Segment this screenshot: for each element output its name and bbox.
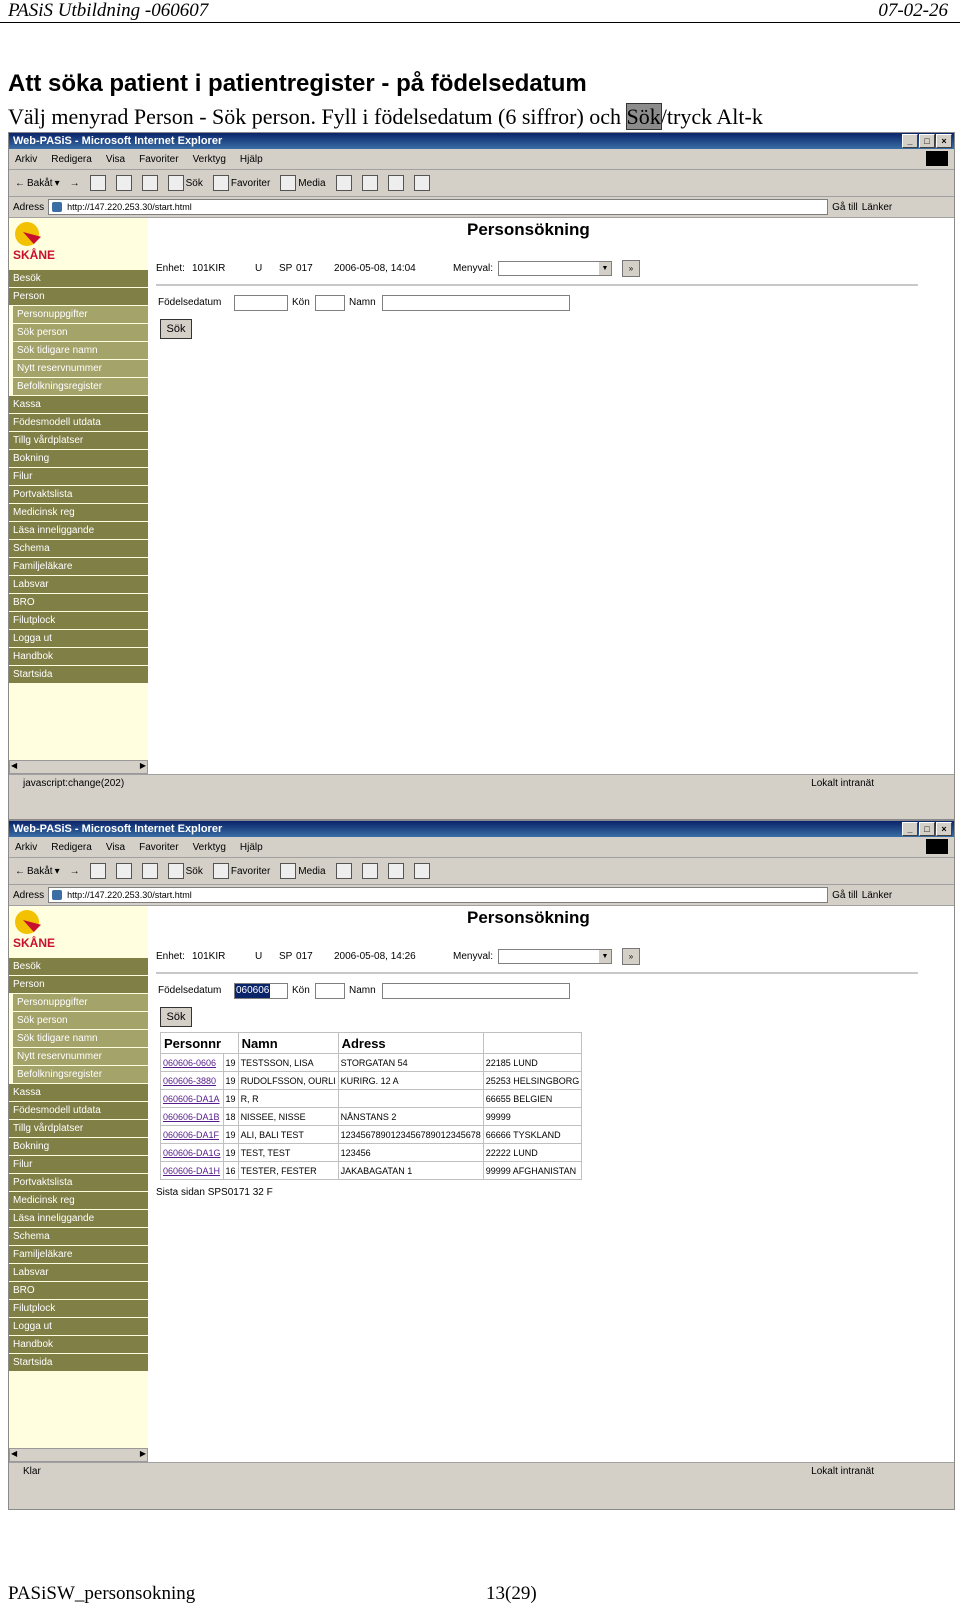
results-table xyxy=(160,1032,582,1180)
name-cell: RUDOLFSSON, OURLI xyxy=(238,1072,338,1090)
col-adress: Adress xyxy=(338,1033,483,1054)
sp-label: SP xyxy=(279,951,293,962)
sidebar-item-filur[interactable]: Filur xyxy=(9,1156,148,1173)
sidebar-item-sök-tidigare-namn[interactable]: Sök tidigare namn xyxy=(13,342,148,359)
enhet-value: 101KIR xyxy=(192,951,226,962)
security-zone: Lokalt intranät xyxy=(811,1466,874,1477)
address-cell: JAKABAGATAN 1 xyxy=(338,1162,483,1180)
page-title: Personsökning xyxy=(467,220,590,239)
sidebar-item-bro[interactable]: BRO xyxy=(9,594,148,611)
skane-logo: SKÅNE xyxy=(9,218,148,270)
namn-input[interactable] xyxy=(382,295,570,311)
menu-visa[interactable]: Visa xyxy=(105,841,126,853)
go-button[interactable]: Gå till xyxy=(832,889,858,901)
main-area xyxy=(156,218,940,774)
col-personnr: Personnr xyxy=(161,1033,239,1054)
main-area xyxy=(156,906,940,1462)
address-cell: NÅNSTANS 2 xyxy=(338,1108,483,1126)
postort-cell: 22222 LUND xyxy=(483,1144,582,1162)
address-cell: 123456 xyxy=(338,1144,483,1162)
menu-verktyg[interactable]: Verktyg xyxy=(192,841,226,853)
postort-cell: 22185 LUND xyxy=(483,1054,582,1072)
last-page-note: Sista sidan SPS0171 32 F xyxy=(156,1187,273,1198)
divider xyxy=(156,284,918,286)
browser-window-1 xyxy=(8,132,955,820)
address-cell: STORGATAN 54 xyxy=(338,1054,483,1072)
sidebar xyxy=(9,906,148,1462)
home-icon[interactable] xyxy=(142,175,158,191)
enhet-label: Enhet: xyxy=(156,263,185,274)
menyval-select[interactable] xyxy=(498,949,612,964)
personnr-link[interactable]: 060606-0606 xyxy=(161,1054,224,1072)
century: 19 xyxy=(223,1144,238,1162)
refresh-icon[interactable] xyxy=(116,863,132,879)
century: 18 xyxy=(223,1108,238,1126)
kon-label: Kön xyxy=(292,985,310,996)
table-row xyxy=(161,1108,582,1126)
col-namn: Namn xyxy=(238,1033,338,1054)
history-icon[interactable] xyxy=(336,175,352,191)
menu-arkiv[interactable]: Arkiv xyxy=(15,153,38,165)
table-row xyxy=(161,1126,582,1144)
personnr-link[interactable]: 060606-DA1F xyxy=(161,1126,224,1144)
sidebar-item-sök-person[interactable]: Sök person xyxy=(13,1012,148,1029)
menu-verktyg[interactable]: Verktyg xyxy=(192,153,226,165)
back-button[interactable]: ← Bakåt ▾ xyxy=(15,177,60,189)
menyval-select[interactable] xyxy=(498,261,612,276)
sidebar-item-kassa[interactable]: Kassa xyxy=(9,396,148,413)
enhet-label: Enhet: xyxy=(156,951,185,962)
sidebar-item-sök-person[interactable]: Sök person xyxy=(13,324,148,341)
go-button[interactable]: Gå till xyxy=(832,201,858,213)
sidebar-item-personuppgifter[interactable]: Personuppgifter xyxy=(13,306,148,323)
search-button[interactable]: Sök xyxy=(168,863,203,879)
print-icon[interactable] xyxy=(388,863,404,879)
mail-icon[interactable] xyxy=(362,863,378,879)
mail-icon[interactable] xyxy=(362,175,378,191)
favorites-button[interactable]: Favoriter xyxy=(213,175,270,191)
fodelsedatum-value: 060606 xyxy=(236,985,270,996)
url-field[interactable]: http://147.220.253.30/start.html xyxy=(48,199,828,215)
sidebar-item-tillg-vårdplatser[interactable]: Tillg vårdplatser xyxy=(9,432,148,449)
menyval-go-button[interactable]: » xyxy=(622,260,640,277)
century: 19 xyxy=(223,1054,238,1072)
sidebar-item-medicinsk-reg[interactable]: Medicinsk reg xyxy=(9,1192,148,1209)
menyval-label: Menyval: xyxy=(453,263,494,274)
fodelsedatum-label: Födelsedatum xyxy=(158,297,222,308)
personnr-link[interactable]: 060606-DA1A xyxy=(161,1090,224,1108)
nav-list xyxy=(9,270,148,683)
page-content xyxy=(9,218,954,774)
sidebar-item-bokning[interactable]: Bokning xyxy=(9,450,148,467)
security-zone: Lokalt intranät xyxy=(811,778,874,789)
sp-value: 017 xyxy=(296,951,313,962)
stop-icon[interactable] xyxy=(90,175,106,191)
address-bar xyxy=(9,197,954,218)
personnr-link[interactable]: 060606-3880 xyxy=(161,1072,224,1090)
windows-logo-icon xyxy=(926,839,948,854)
sidebar-item-handbok[interactable]: Handbok xyxy=(9,1336,148,1353)
address-bar xyxy=(9,885,954,906)
namn-label: Namn xyxy=(349,297,376,308)
sidebar-item-filutplock[interactable]: Filutplock xyxy=(9,1300,148,1317)
u-label: U xyxy=(255,951,263,962)
namn-label: Namn xyxy=(349,985,376,996)
menu-hjalp[interactable]: Hjälp xyxy=(239,841,263,853)
sidebar-item-läsa-inneliggande[interactable]: Läsa inneliggande xyxy=(9,1210,148,1227)
table-row xyxy=(161,1162,582,1180)
sidebar-item-besök[interactable]: Besök xyxy=(9,958,148,975)
name-cell: TESTER, FESTER xyxy=(238,1162,338,1180)
sidebar-item-portvaktslista[interactable]: Portvaktslista xyxy=(9,486,148,503)
links-button[interactable]: Länker xyxy=(861,889,893,901)
window-title: Web-PASiS - Microsoft Internet Explorer xyxy=(13,135,223,147)
footer-filename: PASiSW_personsokning xyxy=(8,1583,196,1604)
page-number: 13(29) xyxy=(486,1583,537,1604)
sidebar-item-portvaktslista[interactable]: Portvaktslista xyxy=(9,1174,148,1191)
name-cell: R, R xyxy=(238,1090,338,1108)
status-bar xyxy=(9,1462,954,1481)
print-icon[interactable] xyxy=(388,175,404,191)
datetime: 2006-05-08, 14:26 xyxy=(334,951,416,962)
address-cell: KURIRG. 12 A xyxy=(338,1072,483,1090)
page-content xyxy=(9,906,954,1462)
minimize-button[interactable]: _ xyxy=(902,822,918,836)
sidebar-item-födesmodell-utdata[interactable]: Födesmodell utdata xyxy=(9,1102,148,1119)
toolbar xyxy=(9,858,954,885)
refresh-icon[interactable] xyxy=(116,175,132,191)
u-label: U xyxy=(255,263,263,274)
edit-icon[interactable] xyxy=(414,175,430,191)
maximize-button[interactable]: □ xyxy=(919,822,935,836)
sidebar-item-logga-ut[interactable]: Logga ut xyxy=(9,1318,148,1335)
instruction-tail: /tryck Alt-k xyxy=(660,104,763,129)
sidebar-item-personuppgifter[interactable]: Personuppgifter xyxy=(13,994,148,1011)
enhet-value: 101KIR xyxy=(192,263,226,274)
sidebar-item-person[interactable]: Person xyxy=(9,288,148,305)
name-cell: TEST, TEST xyxy=(238,1144,338,1162)
address-label: Adress xyxy=(13,889,45,901)
windows-logo-icon xyxy=(926,151,948,166)
name-cell: NISSEE, NISSE xyxy=(238,1108,338,1126)
table-row xyxy=(161,1054,582,1072)
sidebar-item-nytt-reservnummer[interactable]: Nytt reservnummer xyxy=(13,360,148,377)
menu-bar xyxy=(9,837,954,858)
fodelsedatum-input[interactable] xyxy=(234,295,288,311)
sidebar-item-filur[interactable]: Filur xyxy=(9,468,148,485)
back-button[interactable]: ← Bakåt ▾ xyxy=(15,865,60,877)
url-field[interactable]: http://147.220.253.30/start.html xyxy=(48,887,828,903)
edit-icon[interactable] xyxy=(414,863,430,879)
forward-button[interactable]: → xyxy=(69,177,80,189)
sidebar-item-handbok[interactable]: Handbok xyxy=(9,648,148,665)
home-icon[interactable] xyxy=(142,863,158,879)
kon-label: Kön xyxy=(292,297,310,308)
sidebar-item-tillg-vårdplatser[interactable]: Tillg vårdplatser xyxy=(9,1120,148,1137)
menu-redigera[interactable]: Redigera xyxy=(51,153,92,165)
menyval-go-button[interactable]: » xyxy=(622,948,640,965)
menu-arkiv[interactable]: Arkiv xyxy=(15,841,38,853)
minimize-button[interactable]: _ xyxy=(902,134,918,148)
status-text: Klar xyxy=(23,1466,41,1477)
sidebar-item-schema[interactable]: Schema xyxy=(9,540,148,557)
instruction-text: Välj menyrad Person - Sök person. Fyll i födelsedatum (6 siffror) och xyxy=(8,104,627,129)
datetime: 2006-05-08, 14:04 xyxy=(334,263,416,274)
stop-icon[interactable] xyxy=(90,863,106,879)
sidebar-item-befolkningsregister[interactable]: Befolkningsregister xyxy=(13,1066,148,1083)
sidebar-item-familjeläkare[interactable]: Familjeläkare xyxy=(9,558,148,575)
page-title: Personsökning xyxy=(467,908,590,927)
links-button[interactable]: Länker xyxy=(861,201,893,213)
sidebar-item-labsvar[interactable]: Labsvar xyxy=(9,1264,148,1281)
postort-cell: 66655 BELGIEN xyxy=(483,1090,582,1108)
close-button[interactable]: × xyxy=(936,134,952,148)
sok-button[interactable]: Sök xyxy=(160,1007,192,1027)
title-bar xyxy=(9,821,954,837)
postort-cell: 66666 TYSKLAND xyxy=(483,1126,582,1144)
name-cell: ALI, BALI TEST xyxy=(238,1126,338,1144)
sidebar-item-schema[interactable]: Schema xyxy=(9,1228,148,1245)
sp-label: SP xyxy=(279,263,293,274)
sidebar-item-familjeläkare[interactable]: Familjeläkare xyxy=(9,1246,148,1263)
toolbar xyxy=(9,170,954,197)
sidebar-item-filutplock[interactable]: Filutplock xyxy=(9,612,148,629)
sidebar-item-läsa-inneliggande[interactable]: Läsa inneliggande xyxy=(9,522,148,539)
instruction xyxy=(8,104,763,130)
kon-input[interactable] xyxy=(315,983,345,999)
century: 19 xyxy=(223,1072,238,1090)
address-cell xyxy=(338,1090,483,1108)
sp-value: 017 xyxy=(296,263,313,274)
status-text: javascript:change(202) xyxy=(23,778,125,789)
forward-button[interactable]: → xyxy=(69,865,80,877)
horizontal-scrollbar[interactable] xyxy=(9,760,148,774)
sidebar-item-labsvar[interactable]: Labsvar xyxy=(9,576,148,593)
menu-bar xyxy=(9,149,954,170)
status-bar xyxy=(9,774,954,793)
sidebar-item-besök[interactable]: Besök xyxy=(9,270,148,287)
postort-cell: 99999 AFGHANISTAN xyxy=(483,1162,582,1180)
menu-redigera[interactable]: Redigera xyxy=(51,841,92,853)
menu-visa[interactable]: Visa xyxy=(105,153,126,165)
sidebar-item-sök-tidigare-namn[interactable]: Sök tidigare namn xyxy=(13,1030,148,1047)
media-button[interactable]: Media xyxy=(280,863,325,879)
menyval-label: Menyval: xyxy=(453,951,494,962)
postort-cell: 99999 xyxy=(483,1108,582,1126)
menu-hjalp[interactable]: Hjälp xyxy=(239,153,263,165)
maximize-button[interactable]: □ xyxy=(919,134,935,148)
sidebar-item-bokning[interactable]: Bokning xyxy=(9,1138,148,1155)
skane-logo: SKÅNE xyxy=(9,906,148,958)
table-row xyxy=(161,1090,582,1108)
sidebar-item-bro[interactable]: BRO xyxy=(9,1282,148,1299)
divider xyxy=(156,972,918,974)
title-bar xyxy=(9,133,954,149)
fodelsedatum-input[interactable] xyxy=(234,983,288,999)
century: 19 xyxy=(223,1126,238,1144)
sidebar-item-startsida[interactable]: Startsida xyxy=(9,666,148,683)
postort-cell: 25253 HELSINGBORG xyxy=(483,1072,582,1090)
window-title: Web-PASiS - Microsoft Internet Explorer xyxy=(13,823,223,835)
search-button[interactable]: Sök xyxy=(168,175,203,191)
menu-favoriter[interactable]: Favoriter xyxy=(139,153,179,165)
page-header xyxy=(0,0,960,23)
sidebar-item-kassa[interactable]: Kassa xyxy=(9,1084,148,1101)
century: 16 xyxy=(223,1162,238,1180)
horizontal-scrollbar[interactable] xyxy=(9,1448,148,1462)
instruction-highlight: Sök xyxy=(626,104,661,129)
namn-input[interactable] xyxy=(382,983,570,999)
personnr-link[interactable]: 060606-DA1B xyxy=(161,1108,224,1126)
media-button[interactable]: Media xyxy=(280,175,325,191)
kon-input[interactable] xyxy=(315,295,345,311)
table-row xyxy=(161,1072,582,1090)
fodelsedatum-label: Födelsedatum xyxy=(158,985,222,996)
sidebar-item-medicinsk-reg[interactable]: Medicinsk reg xyxy=(9,504,148,521)
address-label: Adress xyxy=(13,201,45,213)
sidebar-item-person[interactable]: Person xyxy=(9,976,148,993)
menu-favoriter[interactable]: Favoriter xyxy=(139,841,179,853)
browser-window-2 xyxy=(8,820,955,1510)
sidebar-item-födesmodell-utdata[interactable]: Födesmodell utdata xyxy=(9,414,148,431)
personnr-link[interactable]: 060606-DA1G xyxy=(161,1144,224,1162)
address-cell: 1234567890123456789012345678 xyxy=(338,1126,483,1144)
header-left: PASiS Utbildning -060607 xyxy=(8,0,209,21)
col-postort xyxy=(483,1033,582,1054)
document-title: Att söka patient i patientregister - på födelsedatum xyxy=(8,70,587,97)
personnr-link[interactable]: 060606-DA1H xyxy=(161,1162,224,1180)
name-cell: TESTSSON, LISA xyxy=(238,1054,338,1072)
nav-list xyxy=(9,958,148,1371)
sok-button[interactable]: Sök xyxy=(160,319,192,339)
header-date: 07-02-26 xyxy=(878,0,948,21)
century: 19 xyxy=(223,1090,238,1108)
sidebar-item-startsida[interactable]: Startsida xyxy=(9,1354,148,1371)
favorites-button[interactable]: Favoriter xyxy=(213,863,270,879)
sidebar-item-nytt-reservnummer[interactable]: Nytt reservnummer xyxy=(13,1048,148,1065)
history-icon[interactable] xyxy=(336,863,352,879)
sidebar-item-befolkningsregister[interactable]: Befolkningsregister xyxy=(13,378,148,395)
table-row xyxy=(161,1144,582,1162)
sidebar xyxy=(9,218,148,774)
close-button[interactable]: × xyxy=(936,822,952,836)
sidebar-item-logga-ut[interactable]: Logga ut xyxy=(9,630,148,647)
